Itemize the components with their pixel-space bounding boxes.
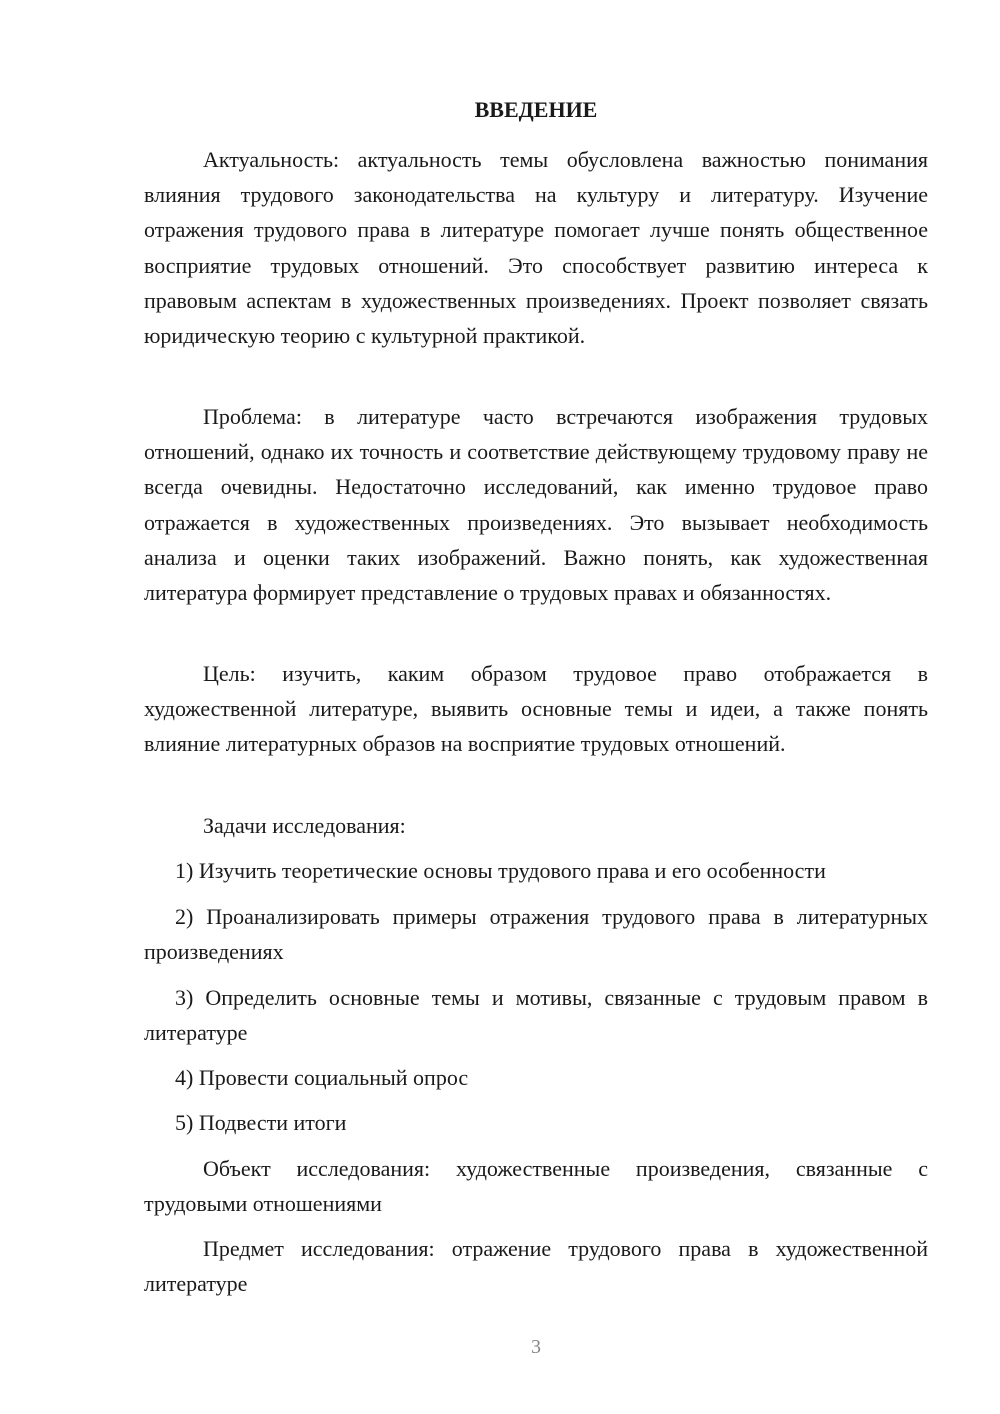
relevance-paragraph: Актуальность: актуальность темы обусловлена важностью понимания влияния трудового законодательства на культуру и литературу. Изучение отражения трудового права в литературе помогает лучше понять общественное восприятие трудовых отношений. Это способствует развитию интереса к правовым аспектам в художественных произведениях. Проект позволяет связать юридическую теорию с культурной практикой.	[144, 147, 928, 349]
problem-paragraph: Проблема: в литературе часто встречаются изображения трудовых отношений, однако их точность и соответствие действующему трудовому праву не всегда очевидны. Недостаточно исследований, как именно трудовое право отражается в художественных произведениях. Это вызывает необходимость анализа и оценки таких изображений. Важно понять, как художественная литература формирует представление о трудовых правах и обязанностях.	[144, 404, 928, 606]
task-item-3: 3) Определить основные темы и мотивы, связанные с трудовым правом в литературе	[144, 985, 928, 1046]
task-item-1: 1) Изучить теоретические основы трудового права и его особенности	[175, 858, 826, 883]
page-number: 3	[531, 1336, 541, 1358]
task-item-5: 5) Подвести итоги	[175, 1110, 347, 1135]
goal-paragraph: Цель: изучить, каким образом трудовое право отображается в художественной литературе, выявить основные темы и идеи, а также понять влияние литературных образов на восприятие трудовых отношений.	[144, 661, 928, 757]
task-item-2: 2) Проанализировать примеры отражения трудового права в литературных произведениях	[144, 904, 928, 965]
tasks-heading: Задачи исследования:	[203, 813, 406, 838]
task-item-4: 4) Провести социальный опрос	[175, 1065, 469, 1090]
object-paragraph: Объект исследования: художественные произведения, связанные с трудовыми отношениями	[144, 1156, 928, 1217]
section-title: ВВЕДЕНИЕ	[474, 97, 598, 122]
subject-paragraph: Предмет исследования: отражение трудового права в художественной литературе	[144, 1236, 928, 1297]
